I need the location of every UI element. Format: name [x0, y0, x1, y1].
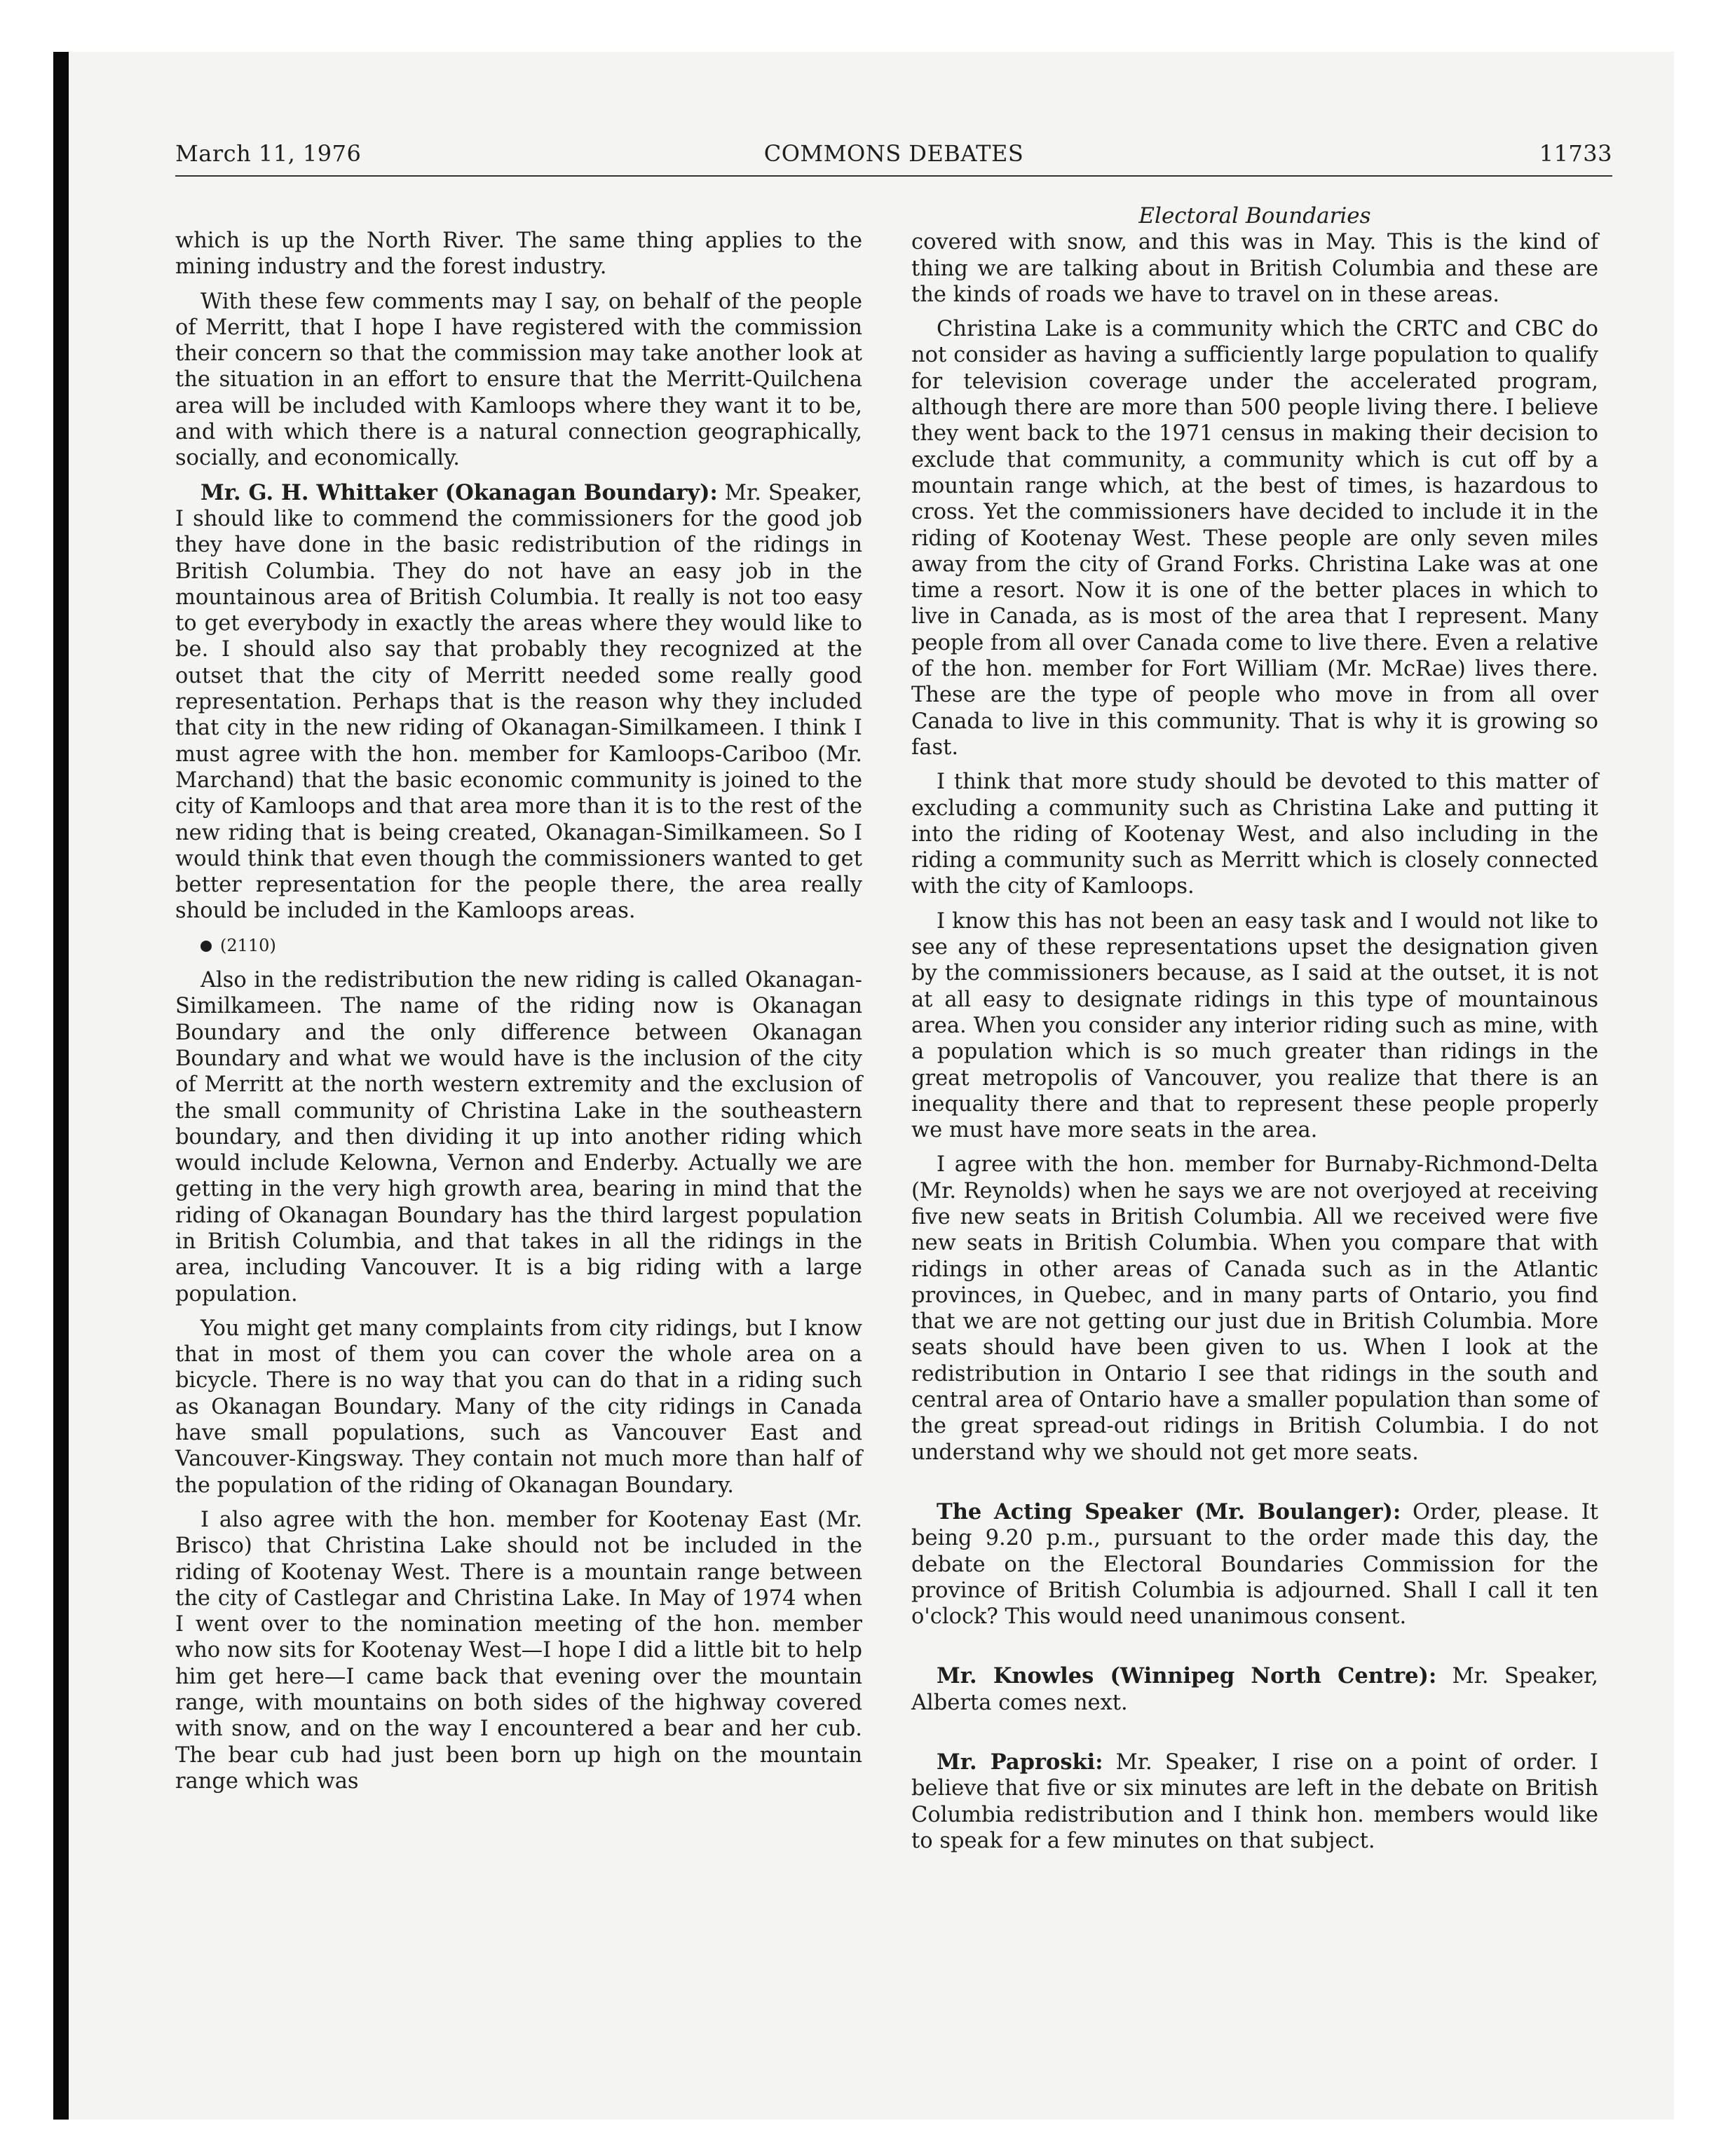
speech-paragraph: [175, 480, 862, 925]
time-marker-text: (2110): [220, 935, 276, 955]
left-column: [175, 228, 862, 1803]
speech-paragraph: [911, 1749, 1598, 1854]
header-page-number: 11733: [1539, 140, 1612, 167]
right-column: [911, 203, 1598, 1862]
paragraph: which is up the North River. The same thing applies to the mining industry and the forest industry.: [175, 228, 862, 280]
paragraph: I also agree with the hon. member for Kootenay East (Mr. Brisco) that Christina Lake should not be included in the riding of Kootenay West. There is a mountain range between the city of Castlegar and Christina Lake. In May of 1974 when I went over to the nomination meeting of the hon. member who now sits for Kootenay West—I hope I did a little bit to help him get here—I came back that evening over the mountain range, with mountains on both sides of the highway covered with snow, and on the way I encountered a bear and her cub. The bear cub had just been born up high on the mountain range which was: [175, 1507, 862, 1794]
time-marker: [175, 933, 862, 959]
speaker-name: Mr. G. H. Whittaker (Okanagan Boundary):: [200, 479, 718, 505]
paragraph: With these few comments may I say, on behalf of the people of Merritt, that I hope I have registered with the commission their concern so that the commission may take another look at the situation in an effort to ensure that the Merritt-Quilchena area will be included with Kamloops where they want it to be, and with which there is a natural connection geographically, socially, and economically.: [175, 289, 862, 471]
paragraph: You might get many complaints from city ridings, but I know that in most of them you can cover the whole area on a bicycle. There is no way that you can do that in a riding such as Okanagan Boundary. Many of the city ridings in Canada have small populations, such as Vancouver East and Vancouver-Kingsway. They contain not much more than half of the population of the riding of Okanagan Boundary.: [175, 1316, 862, 1498]
bullet-icon: [200, 941, 212, 952]
speaker-name: The Acting Speaker (Mr. Boulanger):: [937, 1499, 1401, 1524]
paragraph: I know this has not been an easy task and I would not like to see any of these representations upset the designation given by the commissioners because, as I said at the outset, it is not at all easy to designate ridings in this type of mountainous area. When you consider any interior riding such as mine, with a population which is so much greater than ridings in the great metropolis of Vancouver, you realize that there is an inequality there and that to represent these people properly we must have more seats in the area.: [911, 908, 1598, 1143]
speech-text: Mr. Speaker, I rise on a point of order. I believe that five or six minutes are left in the debate on British Columbia redistribution and I think hon. members would like to speak for a few minutes on that subject.: [911, 1750, 1598, 1853]
paragraph: covered with snow, and this was in May. This is the kind of thing we are talking about in British Columbia and these are the kinds of roads we have to travel on in these areas.: [911, 230, 1598, 307]
header-date: March 11, 1976: [175, 140, 362, 167]
speech-paragraph: [911, 1663, 1598, 1716]
speech-text: Order, please. It being 9.20 p.m., pursuant to the order made this day, the debate on the Electoral Boundaries Commission for the province of British Columbia is adjourned. Shall I call it ten o'clock? This would need unanimous consent.: [911, 1499, 1598, 1630]
paragraph: I think that more study should be devoted to this matter of excluding a community such as Christina Lake and putting it into the riding of Kootenay West, and also including in the riding a community such as Merritt which is closely connected with the city of Kamloops.: [911, 770, 1598, 899]
page-header: [175, 140, 1612, 177]
speaker-name: Mr. Paproski:: [937, 1749, 1103, 1775]
scan-border: [53, 52, 69, 2120]
speaker-name: Mr. Knowles (Winnipeg North Centre):: [937, 1663, 1437, 1689]
paragraph: Christina Lake is a community which the CRTC and CBC do not consider as having a sufficiently large population to qualify for television coverage under the accelerated program, although there are more than 500 people living there. I believe they went back to the 1971 census in making their decision to exclude that community, a community which is cut off by a mountain range which, at the best of times, is hazardous to cross. Yet the commissioners have decided to include it in the riding of Kootenay West. These people are only seven miles away from the city of Grand Forks. Christina Lake was at one time a resort. Now it is one of the better places in which to live in Canada, as is most of the area that I represent. Many people from all over Canada come to live there. Even a relative of the hon. member for Fort William (Mr. McRae) lives there. These are the type of people who move in from all over Canada to live in this community. That is why it is growing so fast.: [911, 317, 1598, 760]
speech-text: Mr. Speaker, I should like to commend the commissioners for the good job they have done in the basic redistribution of the ridings in British Columbia. They do not have an easy job in the mountainous area of British Columbia. It really is not too easy to get everybody in exactly the areas where they would like to be. I should also say that probably they recognized at the outset that the city of Merritt needed some really good representation. Perhaps that is the reason why they included that city in the new riding of Okanagan-Similkameen. I think I must agree with the hon. member for Kamloops-Cariboo (Mr. Marchand) that the basic economic community is joined to the city of Kamloops and that area more than it is to the rest of the new riding that is being created, Okanagan-Similkameen. So I would think that even though the commissioners wanted to get better representation for the people there, the area really should be included in the Kamloops areas.: [175, 480, 863, 924]
speech-paragraph: [911, 1499, 1598, 1630]
paragraph: I agree with the hon. member for Burnaby-Richmond-Delta (Mr. Reynolds) when he says we are not overjoyed at receiving five new seats in British Columbia. All we received were five new seats in British Columbia. When you compare that with ridings in other areas of Canada such as in the Atlantic provinces, in Quebec, and in many parts of Ontario, you find that we are not getting our just due in British Columbia. More seats should have been given to us. When I look at the redistribution in Ontario I see that ridings in the south and central area of Ontario have a smaller population than some of the great spread-out ridings in British Columbia. I do not understand why we should not get more seats.: [911, 1152, 1598, 1465]
speech-text: Mr. Speaker, Alberta comes next.: [911, 1664, 1598, 1715]
header-title: COMMONS DEBATES: [763, 140, 1024, 167]
section-heading: Electoral Boundaries: [1138, 203, 1371, 228]
paragraph: Also in the redistribution the new riding is called Okanagan-Similkameen. The name of the riding now is Okanagan Boundary and the only difference between Okanagan Boundary and what we would have is the inclusion of the city of Merritt at the north western extremity and the exclusion of the small community of Christina Lake in the southeastern boundary, and then dividing it up into another riding which would include Kelowna, Vernon and Enderby. Actually we are getting in the very high growth area, bearing in mind that the riding of Okanagan Boundary has the third largest population in British Columbia, and that takes in all the ridings in the area, including Vancouver. It is a big riding with a large population.: [175, 968, 862, 1306]
